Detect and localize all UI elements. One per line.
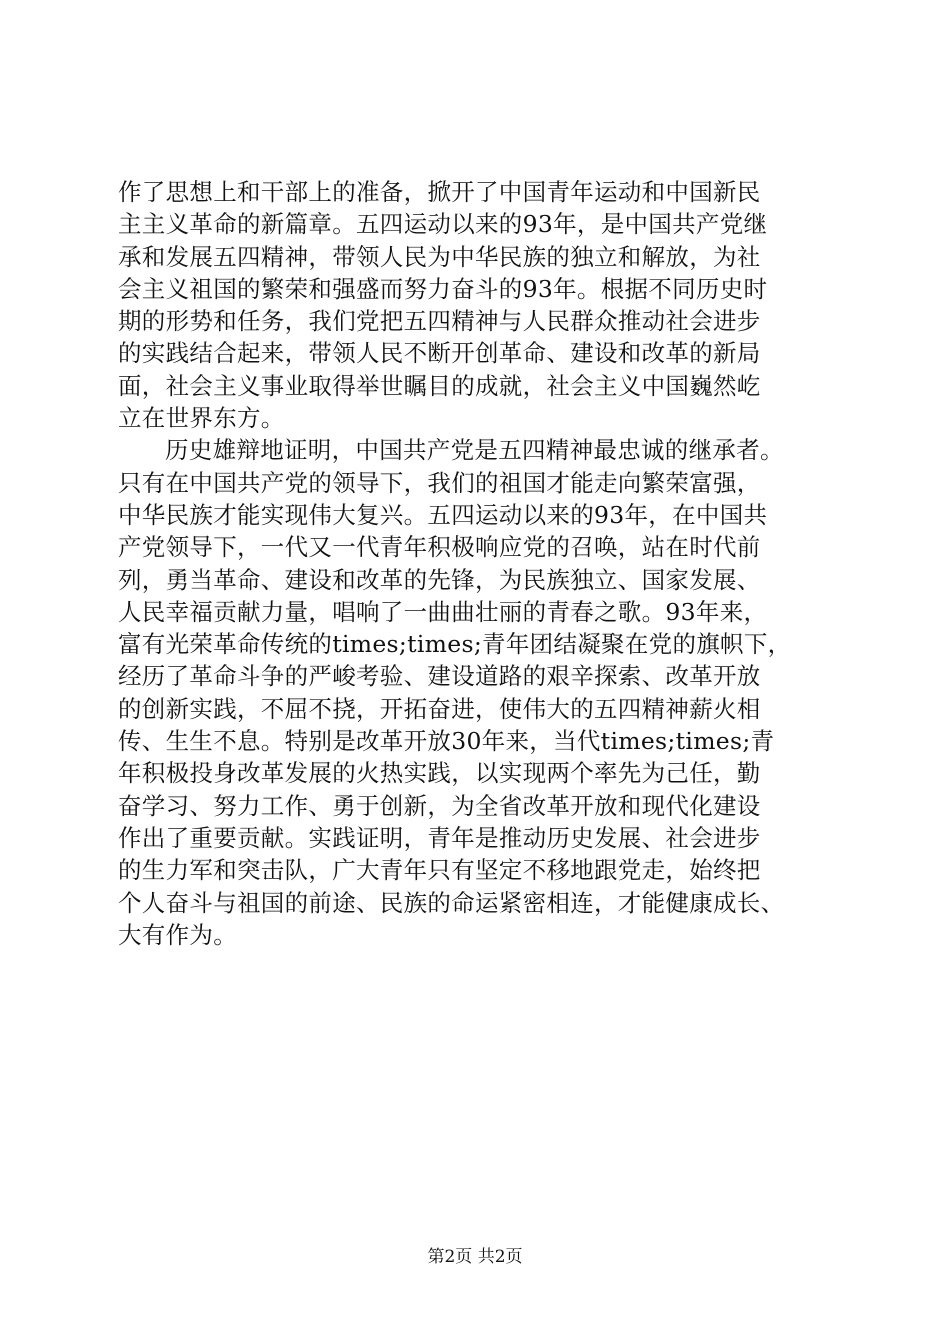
paragraph-start-line: 历史雄辩地证明，中国共产党是五四精神最忠诚的继承者。 xyxy=(165,436,784,465)
text-line: 经历了革命斗争的严峻考验、建设道路的艰辛探索、改革开放 xyxy=(118,662,761,691)
text-line: 期的形势和任务，我们党把五四精神与人民群众推动社会进步 xyxy=(118,307,761,336)
text-line: 大有作为。 xyxy=(118,920,237,949)
text-line: 传、生生不息。特别是改革开放30年来，当代times;times;青 xyxy=(118,727,775,756)
text-line: 富有光荣革命传统的times;times;青年团结凝聚在党的旗帜下， xyxy=(118,630,792,659)
text-line: 产党领导下，一代又一代青年积极响应党的召唤，站在时代前 xyxy=(118,533,761,562)
text-line: 作出了重要贡献。实践证明，青年是推动历史发展、社会进步 xyxy=(118,823,761,852)
text-line: 年积极投身改革发展的火热实践，以实现两个率先为己任，勤 xyxy=(118,759,761,788)
text-line: 中华民族才能实现伟大复兴。五四运动以来的93年，在中国共 xyxy=(118,500,768,529)
text-line: 的实践结合起来，带领人民不断开创革命、建设和改革的新局 xyxy=(118,339,761,368)
text-line: 只有在中国共产党的领导下，我们的祖国才能走向繁荣富强， xyxy=(118,468,761,497)
page-number-footer: 第2页 共2页 xyxy=(427,1247,523,1267)
text-line: 主主义革命的新篇章。五四运动以来的93年，是中国共产党继 xyxy=(118,210,768,239)
text-line: 人民幸福贡献力量，唱响了一曲曲壮丽的青春之歌。93年来， xyxy=(118,597,768,626)
text-line: 承和发展五四精神，带领人民为中华民族的独立和解放，为社 xyxy=(118,242,761,271)
text-line: 立在世界东方。 xyxy=(118,404,285,433)
text-line: 作了思想上和干部上的准备，掀开了中国青年运动和中国新民 xyxy=(118,178,761,206)
text-line: 的创新实践，不屈不挠，开拓奋进，使伟大的五四精神薪火相 xyxy=(118,694,761,723)
text-line: 的生力军和突击队，广大青年只有坚定不移地跟党走，始终把 xyxy=(118,856,761,885)
text-line: 个人奋斗与祖国的前途、民族的命运紧密相连，才能健康成长、 xyxy=(118,888,785,917)
text-line: 列，勇当革命、建设和改革的先锋，为民族独立、国家发展、 xyxy=(118,565,761,594)
text-line: 面，社会主义事业取得举世瞩目的成就，社会主义中国巍然屹 xyxy=(118,371,761,400)
document-body xyxy=(118,176,838,951)
text-line: 会主义祖国的繁荣和强盛而努力奋斗的93年。根据不同历史时 xyxy=(118,274,768,303)
text-line: 奋学习、努力工作、勇于创新，为全省改革开放和现代化建设 xyxy=(118,791,761,820)
